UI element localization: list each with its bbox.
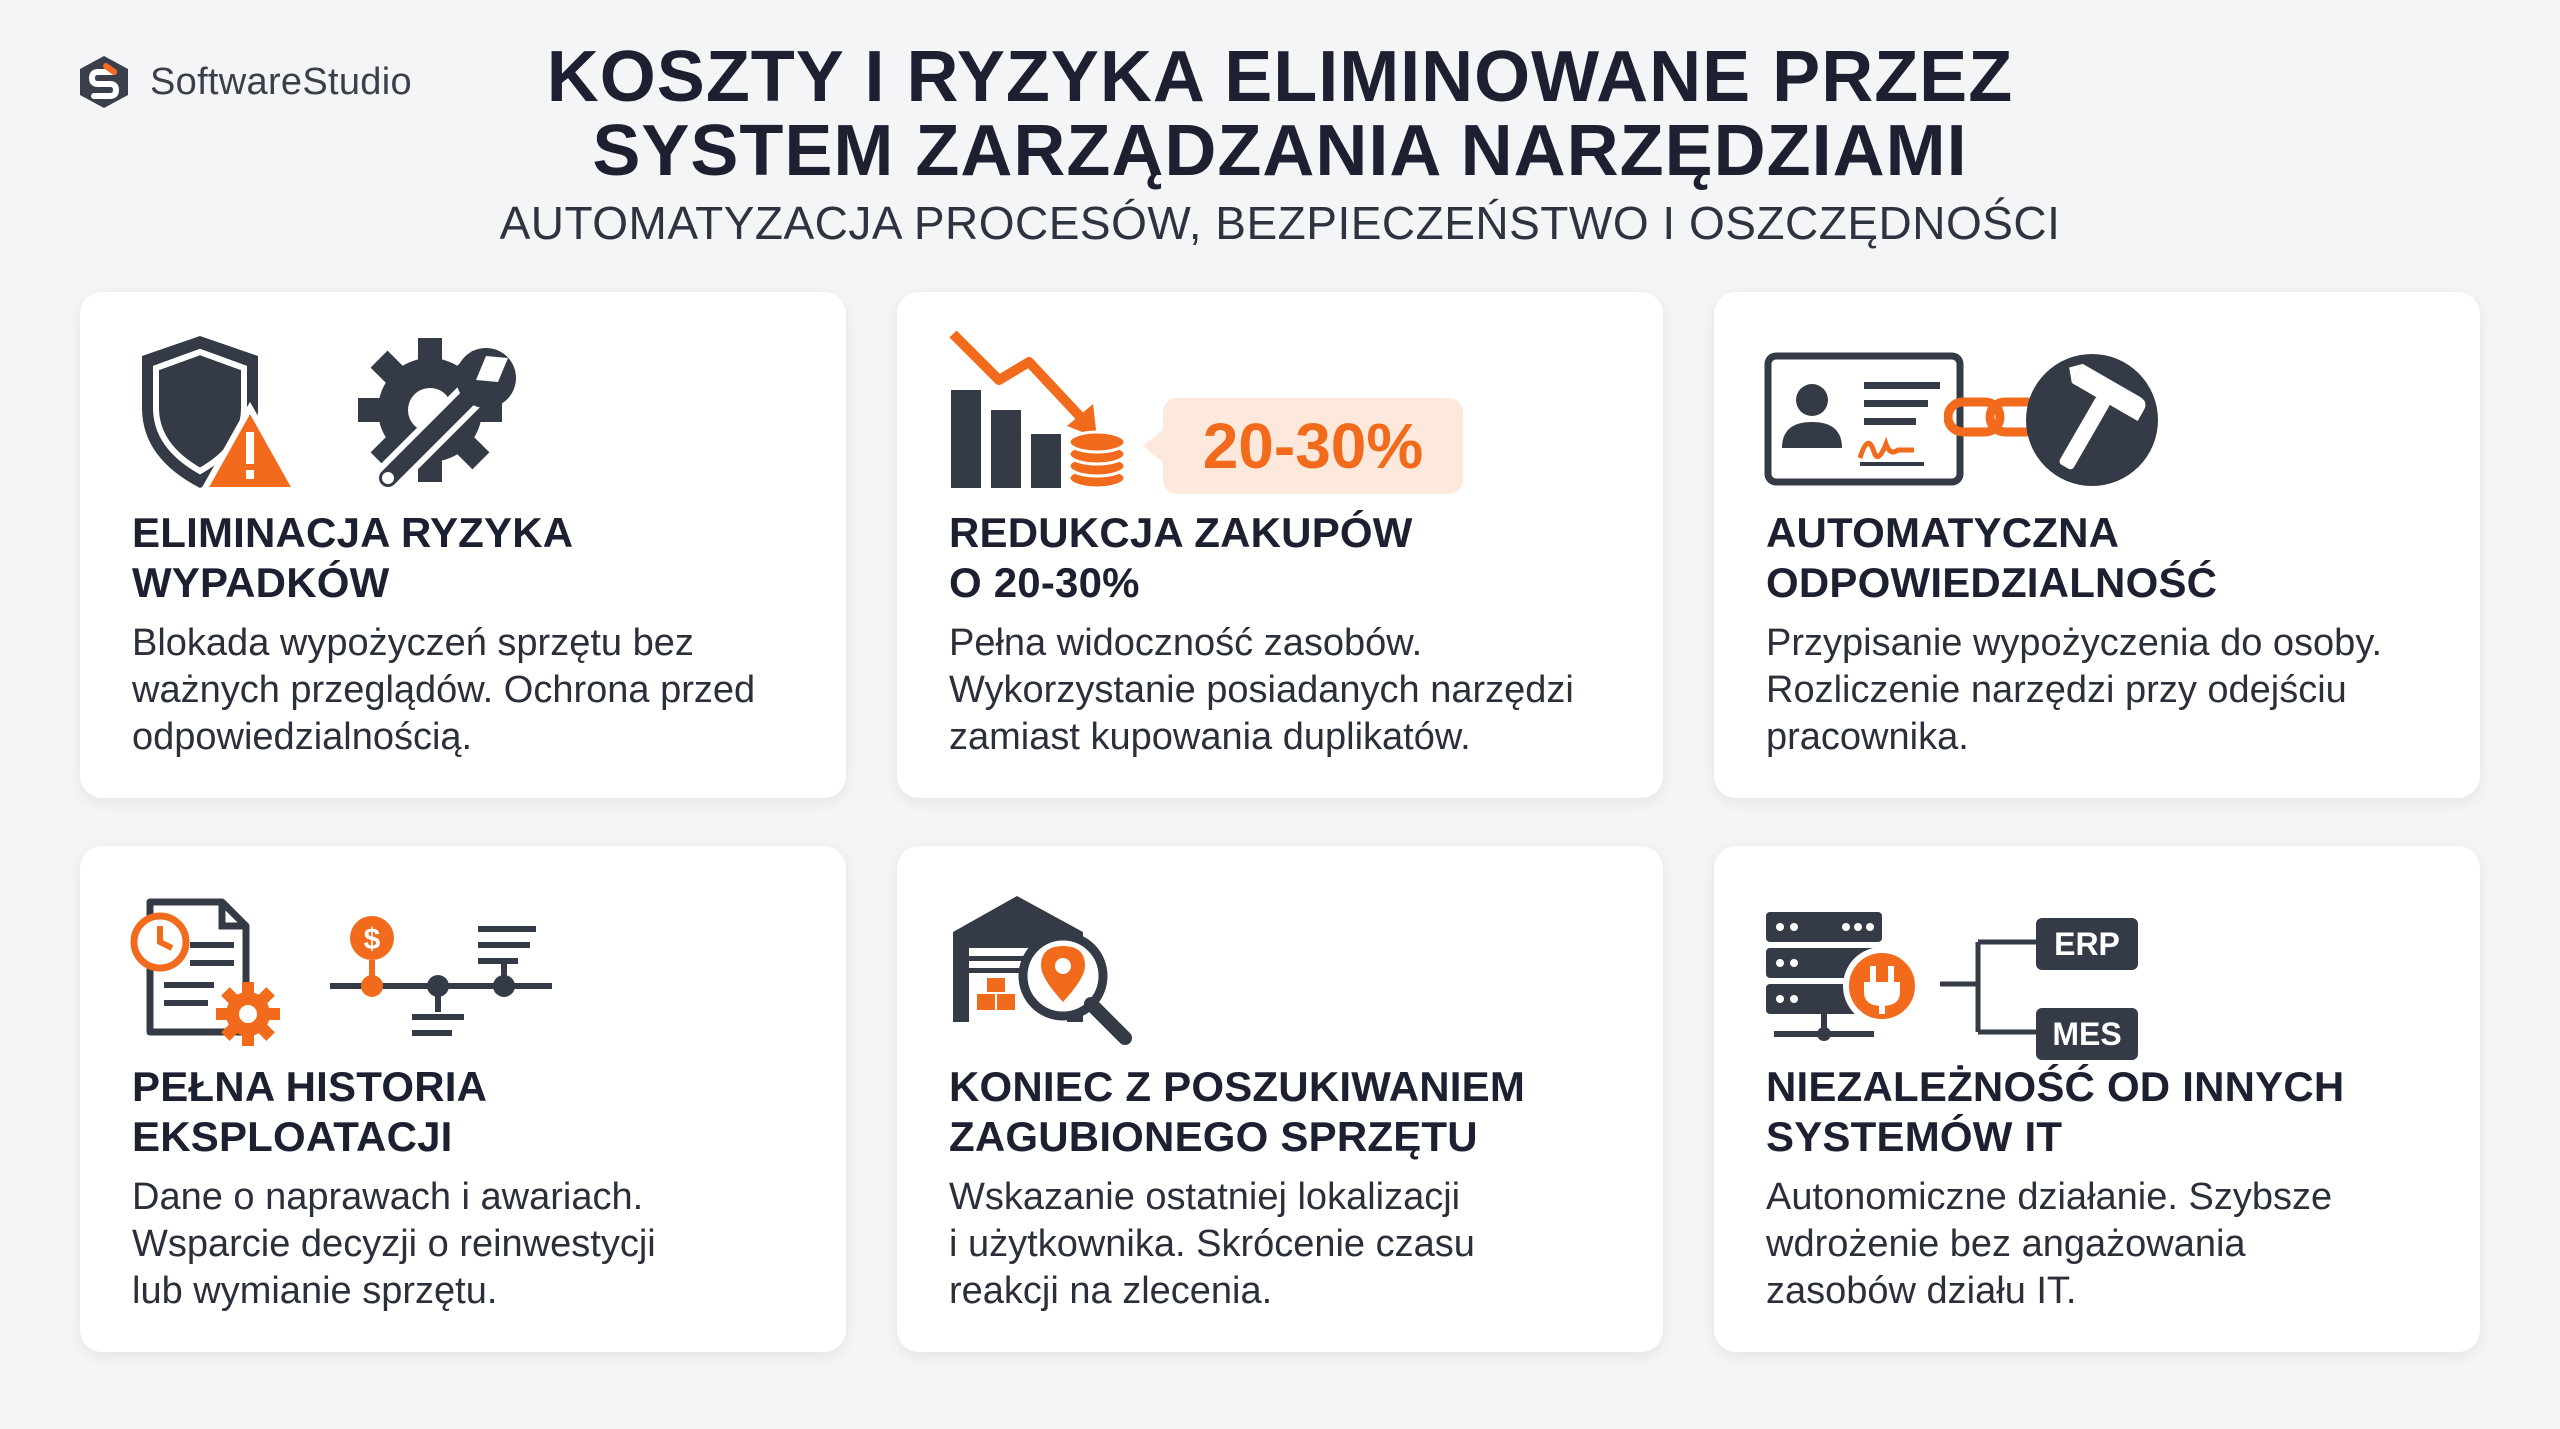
card-icons <box>947 882 1627 1062</box>
card-accountability <box>1714 292 2480 798</box>
card-title: ELIMINACJA RYZYKA WYPADKÓW <box>132 509 574 606</box>
card-it-independence <box>1714 846 2480 1352</box>
card-description: Blokada wypożyczeń sprzętu bez ważnych przeglądów. Ochrona przed odpowiedzialnością. <box>132 622 756 758</box>
card-icons <box>1764 882 2444 1062</box>
card-description: Pełna widoczność zasobów. Wykorzystanie posiadanych narzędzi zamiast kupowania duplikatów. <box>949 622 1574 758</box>
mes-tag: MES <box>2036 1008 2138 1060</box>
card-title: PEŁNA HISTORIA EKSPLOATACJI <box>132 1063 488 1160</box>
card-description: Autonomiczne działanie. Szybsze wdrożenie bez angażowania zasobów działu IT. <box>1766 1176 2333 1312</box>
id-card-icon <box>1764 352 1964 492</box>
card-usage-history <box>80 846 846 1352</box>
badge-pointer <box>1143 428 1165 464</box>
page-title-line2: SYSTEM ZARZĄDZANIA NARZĘDZIAMI <box>592 111 1968 191</box>
card-purchase-reduction <box>897 292 1663 798</box>
declining-chart-coins-icon <box>947 328 1137 498</box>
timeline-icon <box>326 882 566 1052</box>
gear-wrench-icon <box>358 328 528 498</box>
card-title: REDUKCJA ZAKUPÓW O 20-30% <box>949 509 1413 606</box>
hammer-icon <box>2022 350 2162 490</box>
card-lost-equipment <box>897 846 1663 1352</box>
page-title-line1: KOSZTY I RYZYKA ELIMINOWANE PRZEZ <box>546 37 2014 117</box>
erp-tag: ERP <box>2036 918 2138 970</box>
page-subtitle: AUTOMATYZACJA PROCESÓW, BEZPIECZEŃSTWO I OSZCZĘDNOŚCI <box>499 197 2061 249</box>
percentage-badge: 20-30% <box>1163 398 1463 494</box>
card-icons <box>130 328 810 508</box>
warehouse-search-icon <box>947 882 1147 1052</box>
card-title: KONIEC Z POSZUKIWANIEM ZAGUBIONEGO SPRZĘTU <box>949 1063 1526 1160</box>
card-title: AUTOMATYCZNA ODPOWIEDZIALNOŚĆ <box>1766 509 2218 606</box>
shield-warning-icon <box>130 328 300 498</box>
card-description: Przypisanie wypożyczenia do osoby. Rozliczenie narzędzi przy odejściu pracownika. <box>1766 622 2383 758</box>
card-title: NIEZALEŻNOŚĆ OD INNYCH SYSTEMÓW IT <box>1766 1063 2345 1160</box>
card-icons <box>947 328 1627 508</box>
connector-lines <box>1938 932 2038 1052</box>
card-description: Wskazanie ostatniej lokalizacji i użytkownika. Skrócenie czasu reakcji na zlecenia. <box>949 1176 1475 1312</box>
document-clock-gear-icon <box>130 882 290 1052</box>
brand-name: SoftwareStudio <box>150 60 412 103</box>
card-accident-risk <box>80 292 846 798</box>
card-icons <box>1764 328 2444 508</box>
svg-text:$: $ <box>363 923 381 956</box>
server-plug-icon <box>1764 882 1934 1052</box>
page-title <box>0 37 2560 191</box>
card-icons <box>130 882 810 1062</box>
card-description: Dane o naprawach i awariach. Wsparcie decyzji o reinwestycji lub wymianie sprzętu. <box>132 1176 656 1312</box>
